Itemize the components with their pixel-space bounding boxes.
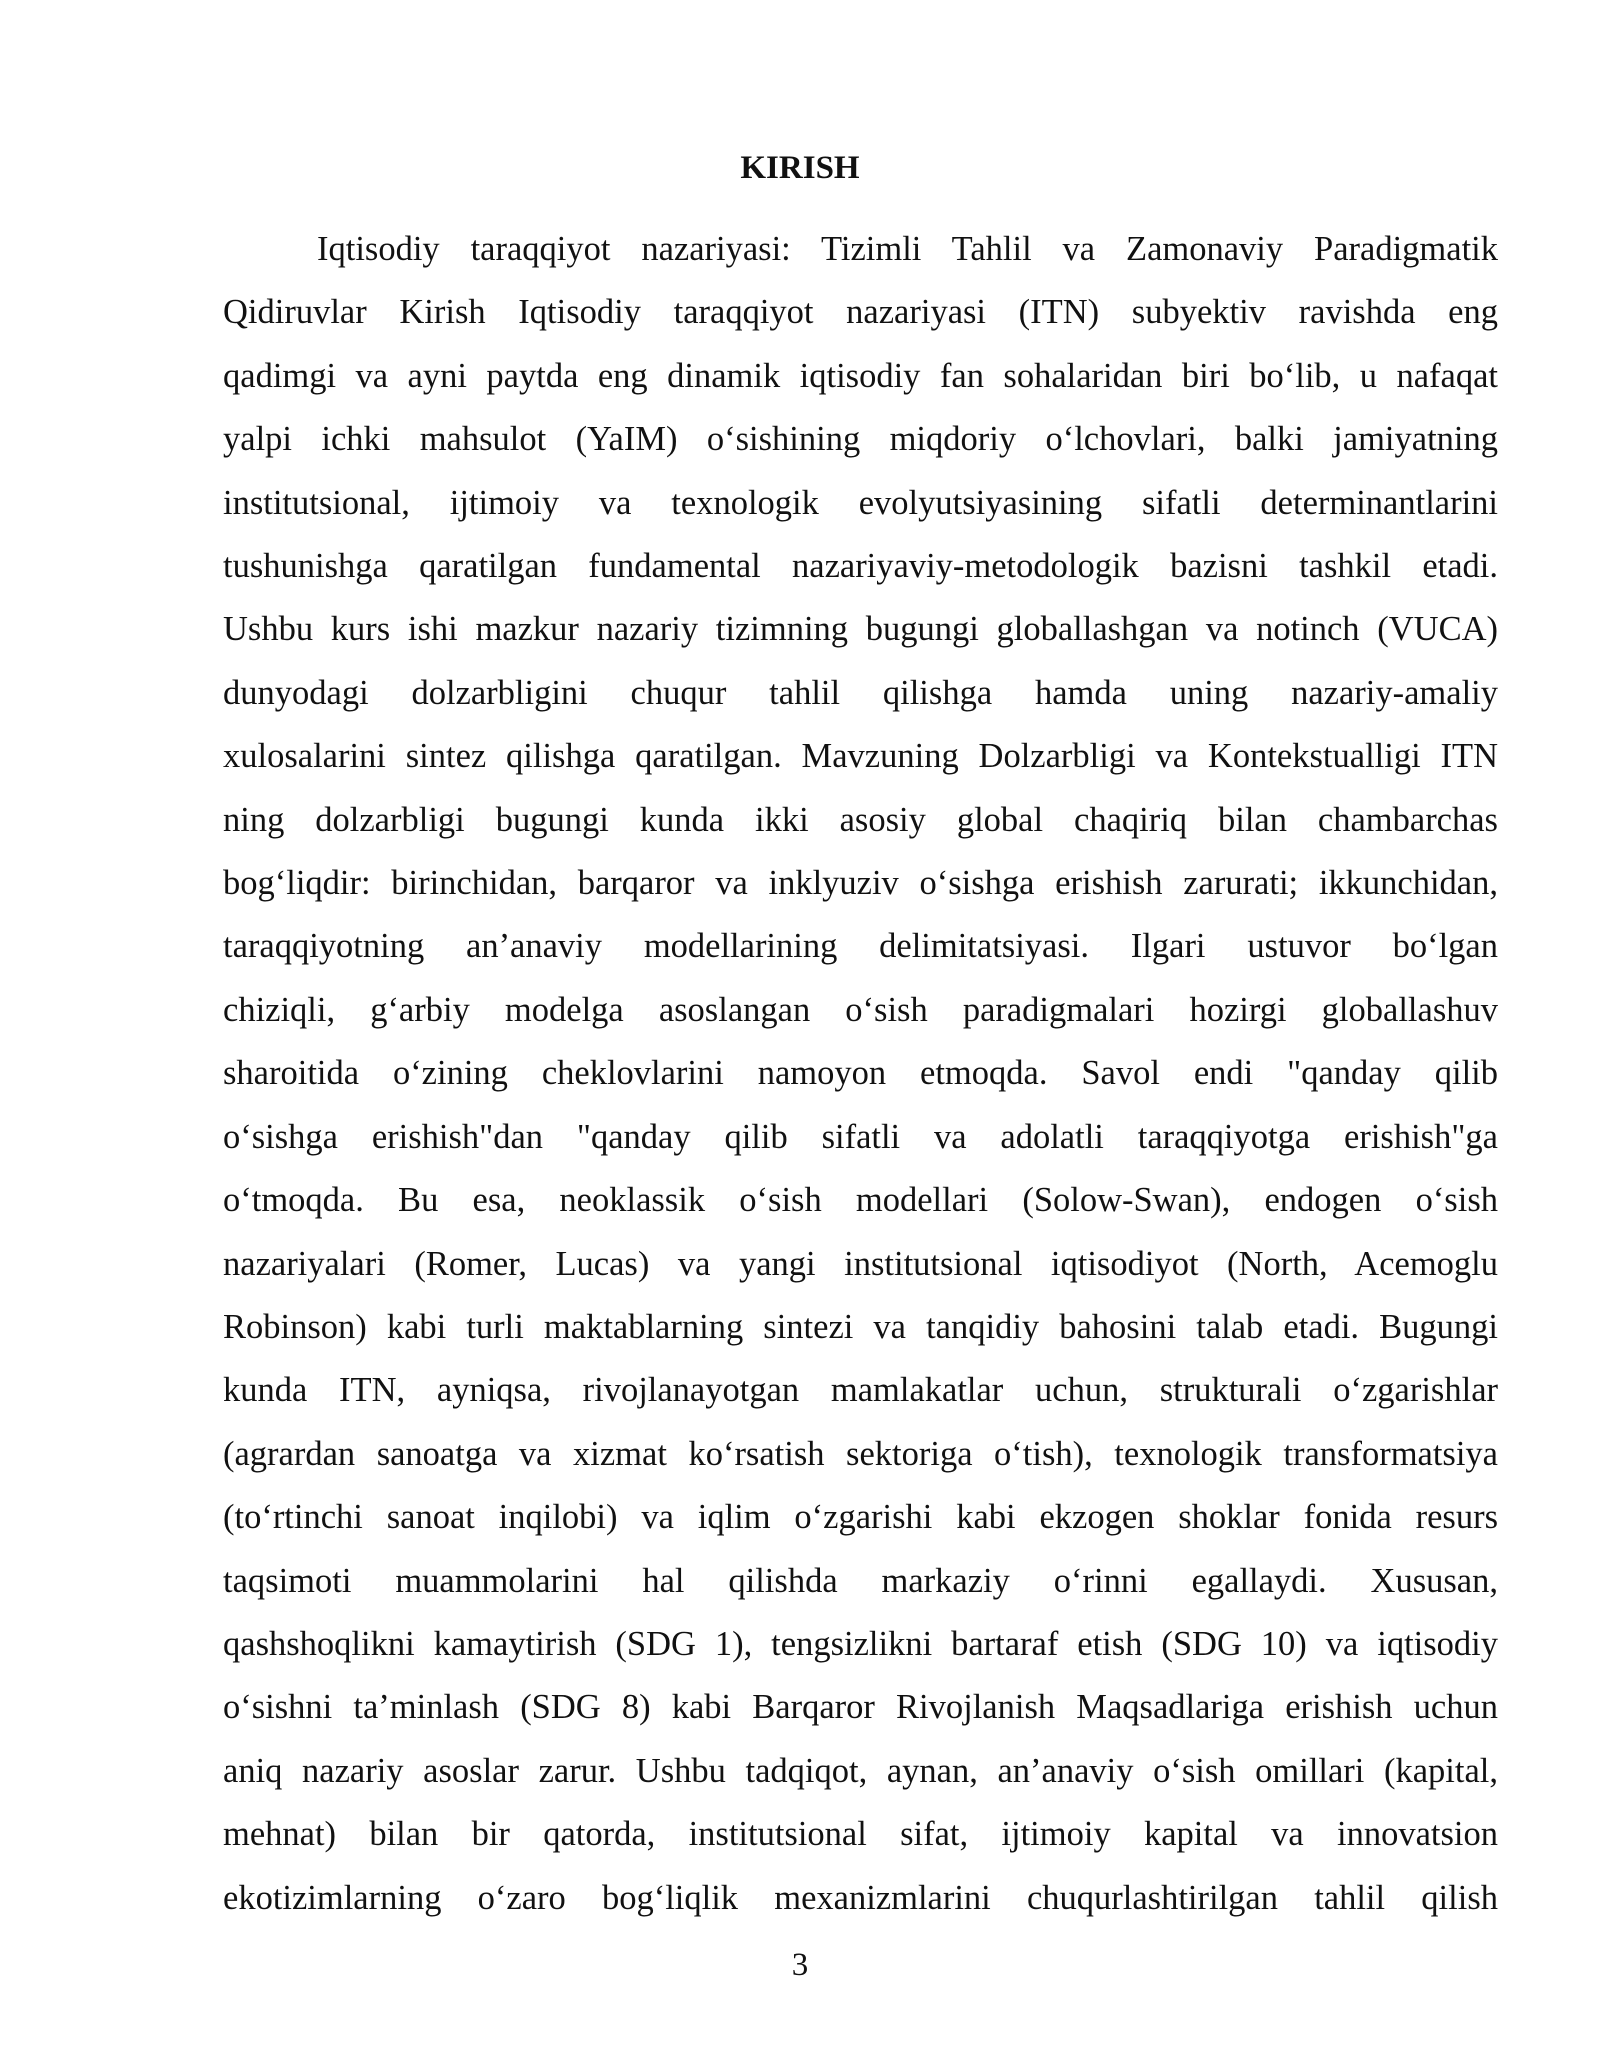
paragraph-line: ning dolzarbligi bugungi kunda ikki asosiy global chaqiriq bilan chambarchas xyxy=(223,800,1498,839)
paragraph-line: bogʻliqdir: birinchidan, barqaror va inklyuziv oʻsishga erishish zarurati; ikkunchidan, xyxy=(223,864,1498,903)
paragraph-line: tushunishga qaratilgan fundamental nazariyaviy-metodologik bazisni tashkil etadi. xyxy=(223,547,1498,586)
paragraph-line: xulosalarini sintez qilishga qaratilgan. Mavzuning Dolzarbligi va Kontekstualligi ITN xyxy=(223,737,1498,776)
paragraph-line: oʻtmoqda. Bu esa, neoklassik oʻsish modellari (Solow-Swan), endogen oʻsish xyxy=(223,1181,1498,1220)
paragraph-line: qashshoqlikni kamaytirish (SDG 1), tengsizlikni bartaraf etish (SDG 10) va iqtisodiy xyxy=(223,1624,1498,1663)
section-heading: KIRISH xyxy=(740,150,860,186)
paragraph-line: taqsimoti muammolarini hal qilishda markaziy oʻrinni egallaydi. Xususan, xyxy=(223,1561,1498,1600)
paragraph-line: oʻsishni ta’minlash (SDG 8) kabi Barqaror Rivojlanish Maqsadlariga erishish uchun xyxy=(223,1688,1498,1727)
paragraph-line: qadimgi va ayni paytda eng dinamik iqtisodiy fan sohalaridan biri boʻlib, u nafaqat xyxy=(223,356,1498,395)
paragraph-line: ekotizimlarning oʻzaro bogʻliqlik mexanizmlarini chuqurlashtirilgan tahlil qilish xyxy=(223,1878,1498,1917)
paragraph-line: Ushbu kurs ishi mazkur nazariy tizimning bugungi globallashgan va notinch (VUCA) xyxy=(223,610,1498,649)
body-paragraph xyxy=(223,218,1498,1930)
paragraph-line: taraqqiyotning an’anaviy modellarining delimitatsiyasi. Ilgari ustuvor boʻlgan xyxy=(223,927,1498,966)
paragraph-line: Robinson) kabi turli maktablarning sintezi va tanqidiy bahosini talab etadi. Bugungi xyxy=(223,1307,1498,1346)
paragraph-line: dunyodagi dolzarbligini chuqur tahlil qilishga hamda uning nazariy-amaliy xyxy=(223,673,1498,712)
paragraph-line: sharoitida oʻzining cheklovlarini namoyon etmoqda. Savol endi "qanday qilib xyxy=(223,1054,1498,1093)
paragraph-line: aniq nazariy asoslar zarur. Ushbu tadqiqot, aynan, an’anaviy oʻsish omillari (kapital, xyxy=(223,1751,1498,1790)
page-number: 3 xyxy=(791,1947,809,1983)
paragraph-line: nazariyalari (Romer, Lucas) va yangi institutsional iqtisodiyot (North, Acemoglu xyxy=(223,1244,1498,1283)
paragraph-line: (toʻrtinchi sanoat inqilobi) va iqlim oʻzgarishi kabi ekzogen shoklar fonida resurs xyxy=(223,1498,1498,1537)
paragraph-line: Qidiruvlar Kirish Iqtisodiy taraqqiyot nazariyasi (ITN) subyektiv ravishda eng xyxy=(223,293,1498,332)
paragraph-line: (agrardan sanoatga va xizmat koʻrsatish sektoriga oʻtish), texnologik transformatsiya xyxy=(223,1434,1498,1473)
paragraph-line: oʻsishga erishish"dan "qanday qilib sifatli va adolatli taraqqiyotga erishish"ga xyxy=(223,1117,1498,1156)
paragraph-line: mehnat) bilan bir qatorda, institutsional sifat, ijtimoiy kapital va innovatsion xyxy=(223,1815,1498,1854)
paragraph-line: kunda ITN, ayniqsa, rivojlanayotgan mamlakatlar uchun, strukturali oʻzgarishlar xyxy=(223,1371,1498,1410)
paragraph-line: institutsional, ijtimoiy va texnologik evolyutsiyasining sifatli determinantlarini xyxy=(223,483,1498,522)
paragraph-line: yalpi ichki mahsulot (YaIM) oʻsishining miqdoriy oʻlchovlari, balki jamiyatning xyxy=(223,420,1498,459)
paragraph-line: chiziqli, gʻarbiy modelga asoslangan oʻsish paradigmalari hozirgi globallashuv xyxy=(223,990,1498,1029)
paragraph-line: Iqtisodiy taraqqiyot nazariyasi: Tizimli Tahlil va Zamonaviy Paradigmatik xyxy=(317,230,1498,268)
